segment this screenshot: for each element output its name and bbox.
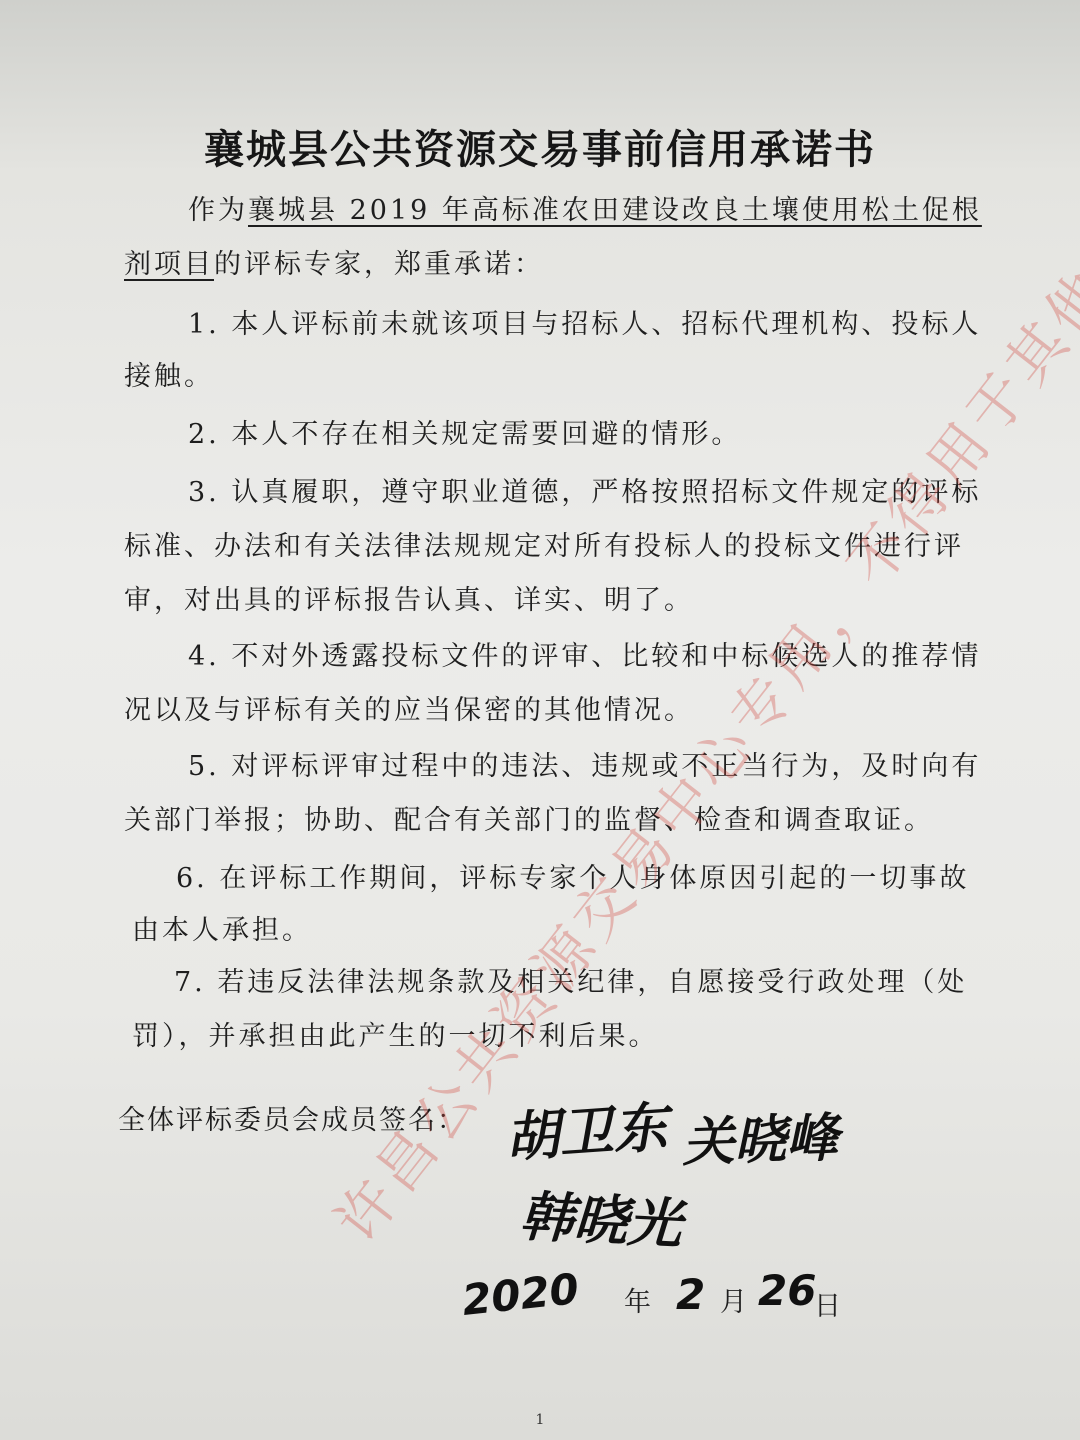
signature-3: 韩晓光	[518, 1184, 684, 1257]
item-7-line-1: 7. 若违反法律法规条款及相关纪律，自愿接受行政处理（处	[174, 967, 968, 998]
item-5-line-2: 关部门举报；协助、配合有关部门的监督、检查和调查取证。	[124, 805, 934, 836]
date-year: 2020	[459, 1264, 582, 1325]
intro-line-2	[124, 242, 544, 281]
intro-suffix: 的评标专家，郑重承诺：	[214, 249, 544, 280]
item-5-line-1: 5. 对评标评审过程中的违法、违规或不正当行为，及时向有	[188, 751, 982, 782]
project-name-part-2: 剂项目	[124, 249, 214, 280]
item-4-line-1: 4. 不对外透露投标文件的评审、比较和中标候选人的推荐情	[188, 641, 982, 672]
item-6-line-1: 6. 在评标工作期间，评标专家个人身体原因引起的一切事故	[176, 863, 970, 894]
item-3-line-3: 审，对出具的评标报告认真、详实、明了。	[124, 585, 694, 616]
signature-label: 全体评标委员会成员签名：	[118, 1105, 466, 1136]
date-year-label: 年	[624, 1287, 654, 1318]
date-day: 26	[758, 1266, 817, 1315]
item-4-line-2: 况以及与评标有关的应当保密的其他情况。	[124, 695, 694, 726]
item-1-line-2: 接触。	[124, 361, 214, 392]
intro-prefix: 作为	[188, 195, 248, 226]
item-3-line-1: 3. 认真履职，遵守职业道德，严格按照招标文件规定的评标	[188, 477, 982, 508]
item-6-line-2: 由本人承担。	[132, 915, 312, 946]
signature-1: 胡卫东	[503, 1095, 670, 1170]
page-number: 1	[535, 1412, 545, 1428]
document-title: 襄城县公共资源交易事前信用承诺书	[204, 126, 876, 173]
project-name-part-1: 襄城县 2019 年高标准农田建设改良土壤使用松土促根	[248, 195, 982, 226]
item-1-line-1: 1. 本人评标前未就该项目与招标人、招标代理机构、投标人	[188, 309, 982, 340]
item-3-line-2: 标准、办法和有关法律法规规定对所有投标人的投标文件进行评	[124, 531, 964, 562]
date-day-label: 日	[814, 1291, 844, 1322]
intro-line-1	[188, 188, 982, 227]
date-month-label: 月	[720, 1287, 750, 1318]
item-2-line-1: 2. 本人不存在相关规定需要回避的情形。	[188, 419, 742, 450]
signature-2: 关晓峰	[681, 1108, 840, 1174]
item-7-line-2: 罚），并承担由此产生的一切不利后果。	[132, 1021, 659, 1052]
date-month: 2	[676, 1270, 706, 1319]
